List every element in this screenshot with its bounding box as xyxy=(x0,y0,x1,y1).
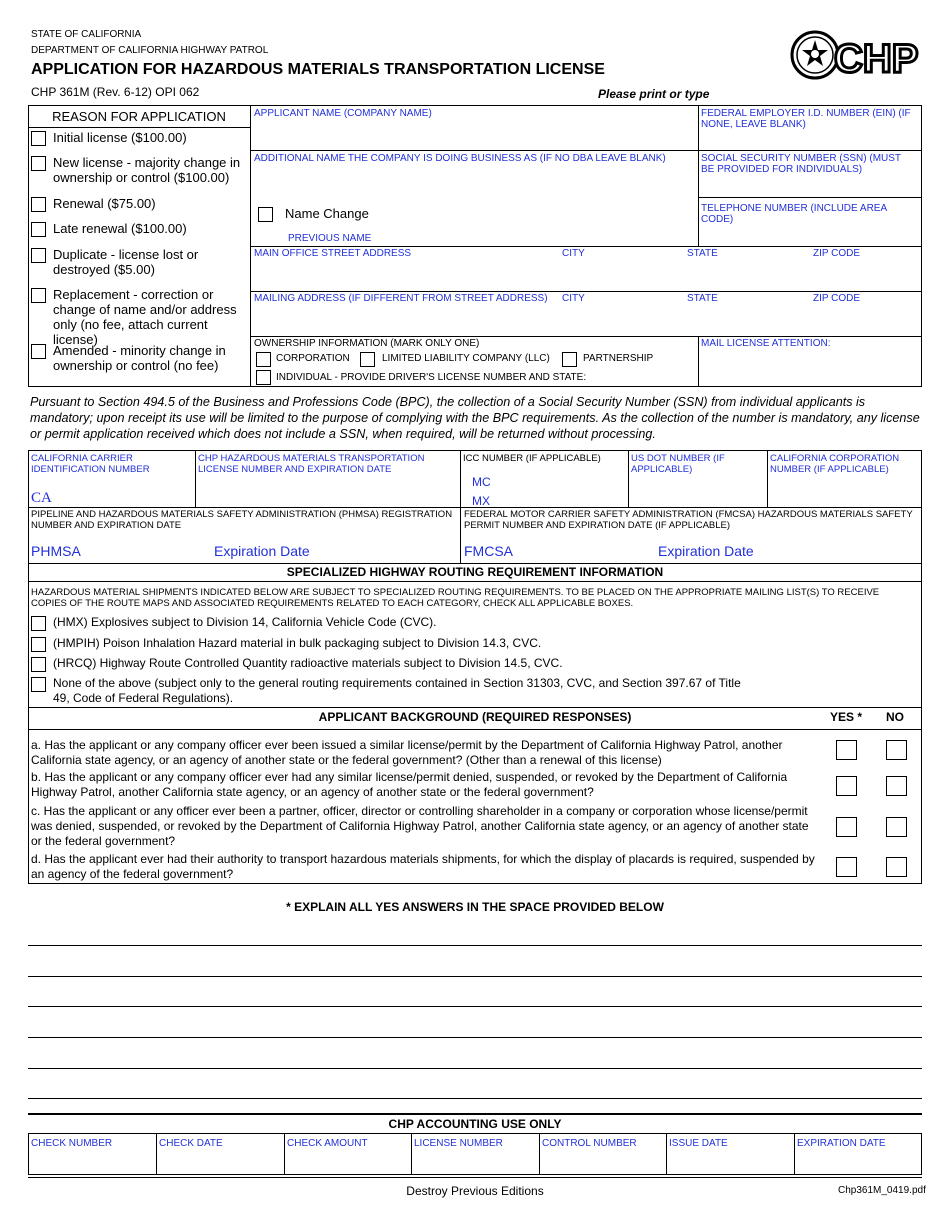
mailing-city-label: CITY xyxy=(562,293,585,304)
previous-name-label: PREVIOUS NAME xyxy=(288,233,372,244)
routing-item: None of the above (subject only to the general routing requirements contained in Section 31303, CVC, and Section 397.67 of Title 49, Code of Federal Regulations). xyxy=(53,676,741,705)
question-c-no-box[interactable] xyxy=(886,817,907,837)
phmsa-prefix: PHMSA xyxy=(31,543,81,559)
main-state-label: STATE xyxy=(687,248,718,259)
accounting-col: CONTROL NUMBER xyxy=(542,1138,637,1149)
question-a-no-box[interactable] xyxy=(886,740,907,760)
routing-checkbox-hrcq[interactable] xyxy=(31,657,46,672)
main-address-label: MAIN OFFICE STREET ADDRESS xyxy=(254,248,412,259)
reason-checkbox-duplicate[interactable] xyxy=(31,248,46,263)
reason-checkbox-initial[interactable] xyxy=(31,131,46,146)
usdot-label: US DOT NUMBER (IF APPLICABLE) xyxy=(631,453,725,475)
ownership-corporation-label: CORPORATION xyxy=(276,353,350,364)
reason-label: New license - majority change in ownership or control ($100.00) xyxy=(53,155,241,185)
reason-label: Initial license ($100.00) xyxy=(53,130,187,145)
ownership-llc-checkbox[interactable] xyxy=(360,352,375,367)
ca-carrier-label: CALIFORNIA CARRIER IDENTIFICATION NUMBER xyxy=(31,453,150,475)
reason-label: Late renewal ($100.00) xyxy=(53,221,187,236)
question-d: d. Has the applicant ever had their authority to transport hazardous materials shipments, for which the display of placards is required, suspended by an agency of the federal government? xyxy=(31,852,815,881)
dba-field[interactable] xyxy=(252,165,696,195)
phone-label: TELEPHONE NUMBER (INCLUDE AREA CODE) xyxy=(701,203,887,225)
accounting-col: ISSUE DATE xyxy=(669,1138,728,1149)
routing-checkbox-none[interactable] xyxy=(31,677,46,692)
fmcsa-expiration-label: Expiration Date xyxy=(658,543,754,559)
question-c: c. Has the applicant or any officer ever been a partner, officer, director or controlling shareholder in a company or corporation whose license/permit was denied, suspended, or revoked by the Department of California Highway Patrol, another California state agency, or an agency of another state or the federal government? xyxy=(31,804,809,848)
page-title: APPLICATION FOR HAZARDOUS MATERIALS TRANSPORTATION LICENSE xyxy=(31,61,605,78)
ownership-partnership-checkbox[interactable] xyxy=(562,352,577,367)
ownership-individual-checkbox[interactable] xyxy=(256,370,271,385)
question-b-no-box[interactable] xyxy=(886,776,907,796)
reason-checkbox-amended[interactable] xyxy=(31,344,46,359)
routing-heading: SPECIALIZED HIGHWAY ROUTING REQUIREMENT INFORMATION xyxy=(286,565,664,579)
mailing-state-label: STATE xyxy=(687,293,718,304)
mailing-zip-label: ZIP CODE xyxy=(813,293,861,304)
chp-license-label: CHP HAZARDOUS MATERIALS TRANSPORTATION LICENSE NUMBER AND EXPIRATION DATE xyxy=(198,453,425,475)
ca-corp-label: CALIFORNIA CORPORATION NUMBER (IF APPLICABLE) xyxy=(770,453,900,475)
routing-item: (HRCQ) Highway Route Controlled Quantity radioactive materials subject to Division 14.5, CVC. xyxy=(53,656,563,670)
main-zip-label: ZIP CODE xyxy=(813,248,861,259)
routing-checkbox-hmpih[interactable] xyxy=(31,637,46,652)
routing-checkbox-hmx[interactable] xyxy=(31,616,46,631)
fmcsa-label: FEDERAL MOTOR CARRIER SAFETY ADMINISTRATION (FMCSA) HAZARDOUS MATERIALS SAFETY PERMIT NUMBER AND EXPIRATION DATE (IF APPLICABLE) xyxy=(464,509,913,531)
print-note: Please print or type xyxy=(598,87,710,101)
accounting-col: EXPIRATION DATE xyxy=(797,1138,886,1149)
routing-item: (HMX) Explosives subject to Division 14, California Vehicle Code (CVC). xyxy=(53,615,437,629)
question-b-yes-box[interactable] xyxy=(836,776,857,796)
state-label: STATE OF CALIFORNIA xyxy=(31,29,142,40)
reason-label: Replacement - correction or change of name and/or address only (no fee, attach current license) xyxy=(53,287,237,347)
ownership-label: OWNERSHIP INFORMATION (MARK ONLY ONE) xyxy=(254,338,480,349)
explain-heading: * EXPLAIN ALL YES ANSWERS IN THE SPACE PROVIDED BELOW xyxy=(286,900,664,914)
destroy-notice: Destroy Previous Editions xyxy=(406,1184,544,1198)
ca-prefix: CA xyxy=(31,490,52,506)
mail-attention-label: MAIL LICENSE ATTENTION: xyxy=(701,338,831,349)
accounting-col: LICENSE NUMBER xyxy=(414,1138,503,1149)
department-label: DEPARTMENT OF CALIFORNIA HIGHWAY PATROL xyxy=(31,45,269,56)
form-number: CHP 361M (Rev. 6-12) OPI 062 xyxy=(31,85,200,99)
reason-checkbox-replacement[interactable] xyxy=(31,288,46,303)
ownership-corporation-checkbox[interactable] xyxy=(256,352,271,367)
question-b: b. Has the applicant or any company officer ever had any similar license/permit denied, suspended, or revoked by the Department of California Highway Patrol, another California state agency, or an agency of another state or the federal government? xyxy=(31,770,788,799)
explain-line[interactable] xyxy=(28,1006,922,1007)
main-city-label: CITY xyxy=(562,248,585,259)
name-change-label: Name Change xyxy=(285,206,369,221)
mailing-address-label: MAILING ADDRESS (IF DIFFERENT FROM STREET ADDRESS) xyxy=(254,293,548,304)
question-d-no-box[interactable] xyxy=(886,857,907,877)
explain-line[interactable] xyxy=(28,945,922,946)
phmsa-label: PIPELINE AND HAZARDOUS MATERIALS SAFETY ADMINISTRATION (PHMSA) REGISTRATION NUMBER AND EXPIRATION DATE xyxy=(31,509,453,531)
reason-checkbox-renewal[interactable] xyxy=(31,197,46,212)
routing-item: (HMPIH) Poison Inhalation Hazard material in bulk packaging subject to Division 14.3, CVC. xyxy=(53,636,542,650)
icc-label: ICC NUMBER (IF APPLICABLE) xyxy=(463,453,601,464)
accounting-heading: CHP ACCOUNTING USE ONLY xyxy=(388,1117,562,1131)
ownership-llc-label: LIMITED LIABILITY COMPANY (LLC) xyxy=(382,353,550,364)
question-a: a. Has the applicant or any company officer ever been issued a similar license/permit by the Department of California Highway Patrol, another California state agency, or an agency of another state or the federal government? (Other than a renewal of this license) xyxy=(31,738,783,767)
explain-line[interactable] xyxy=(28,1068,922,1069)
mc-prefix: MC xyxy=(472,475,491,489)
accounting-col: CHECK NUMBER xyxy=(31,1138,113,1149)
no-header: NO xyxy=(886,710,904,724)
reason-heading: REASON FOR APPLICATION xyxy=(52,109,226,124)
reason-checkbox-late-renewal[interactable] xyxy=(31,222,46,237)
applicant-name-field[interactable] xyxy=(252,120,696,149)
mx-prefix: MX xyxy=(472,494,490,508)
ssn-label: SOCIAL SECURITY NUMBER (SSN) (MUST BE PROVIDED FOR INDIVIDUALS) xyxy=(701,153,901,175)
chp-logo xyxy=(790,30,919,81)
question-a-yes-box[interactable] xyxy=(836,740,857,760)
routing-intro: HAZARDOUS MATERIAL SHIPMENTS INDICATED BELOW ARE SUBJECT TO SPECIALIZED ROUTING REQUIREMENTS. TO BE PLACED ON THE APPROPRIATE MAILING LIST(S) TO RECEIVE COPIES OF THE ROUTE MAPS AND ASSOCIATED REQUIREMENTS RELATED TO EACH CATEGORY, CHECK ALL APPLICABLE BOXES. xyxy=(31,587,880,609)
explain-line[interactable] xyxy=(28,1037,922,1038)
reason-checkbox-new[interactable] xyxy=(31,156,46,171)
ownership-partnership-label: PARTNERSHIP xyxy=(583,353,654,364)
background-heading: APPLICANT BACKGROUND (REQUIRED RESPONSES) xyxy=(318,710,632,724)
yes-header: YES * xyxy=(830,710,863,724)
question-c-yes-box[interactable] xyxy=(836,817,857,837)
reason-label: Renewal ($75.00) xyxy=(53,196,156,211)
ownership-individual-label: INDIVIDUAL - PROVIDE DRIVER'S LICENSE NUMBER AND STATE: xyxy=(276,372,587,383)
dba-label: ADDITIONAL NAME THE COMPANY IS DOING BUSINESS AS (IF NO DBA LEAVE BLANK) xyxy=(254,153,666,164)
fmcsa-prefix: FMCSA xyxy=(464,543,513,559)
phmsa-expiration-label: Expiration Date xyxy=(214,543,310,559)
name-change-checkbox[interactable] xyxy=(258,207,273,222)
explain-line[interactable] xyxy=(28,1098,922,1099)
applicant-name-label: APPLICANT NAME (COMPANY NAME) xyxy=(254,108,432,119)
accounting-col: CHECK DATE xyxy=(159,1138,223,1149)
reason-label: Duplicate - license lost or destroyed ($5.00) xyxy=(53,247,199,277)
reason-label: Amended - minority change in ownership or control (no fee) xyxy=(53,343,226,373)
accounting-col: CHECK AMOUNT xyxy=(287,1138,368,1149)
question-d-yes-box[interactable] xyxy=(836,857,857,877)
ssn-notice: Pursuant to Section 494.5 of the Business and Professions Code (BPC), the collection of a Social Security Number (SSN) from individual applicants is mandatory; upon receipt its use will be limited to the purpose of complying with the BPC requirements. As the collection of the number is mandatory, any license or permit application received which does not include a SSN, when required, will be returned without processing. xyxy=(30,395,920,441)
file-name: Chp361M_0419.pdf xyxy=(838,1185,926,1196)
svg-text:CHP: CHP xyxy=(834,37,919,81)
explain-line[interactable] xyxy=(28,976,922,977)
ein-label: FEDERAL EMPLOYER I.D. NUMBER (EIN) (IF NONE, LEAVE BLANK) xyxy=(701,108,911,130)
